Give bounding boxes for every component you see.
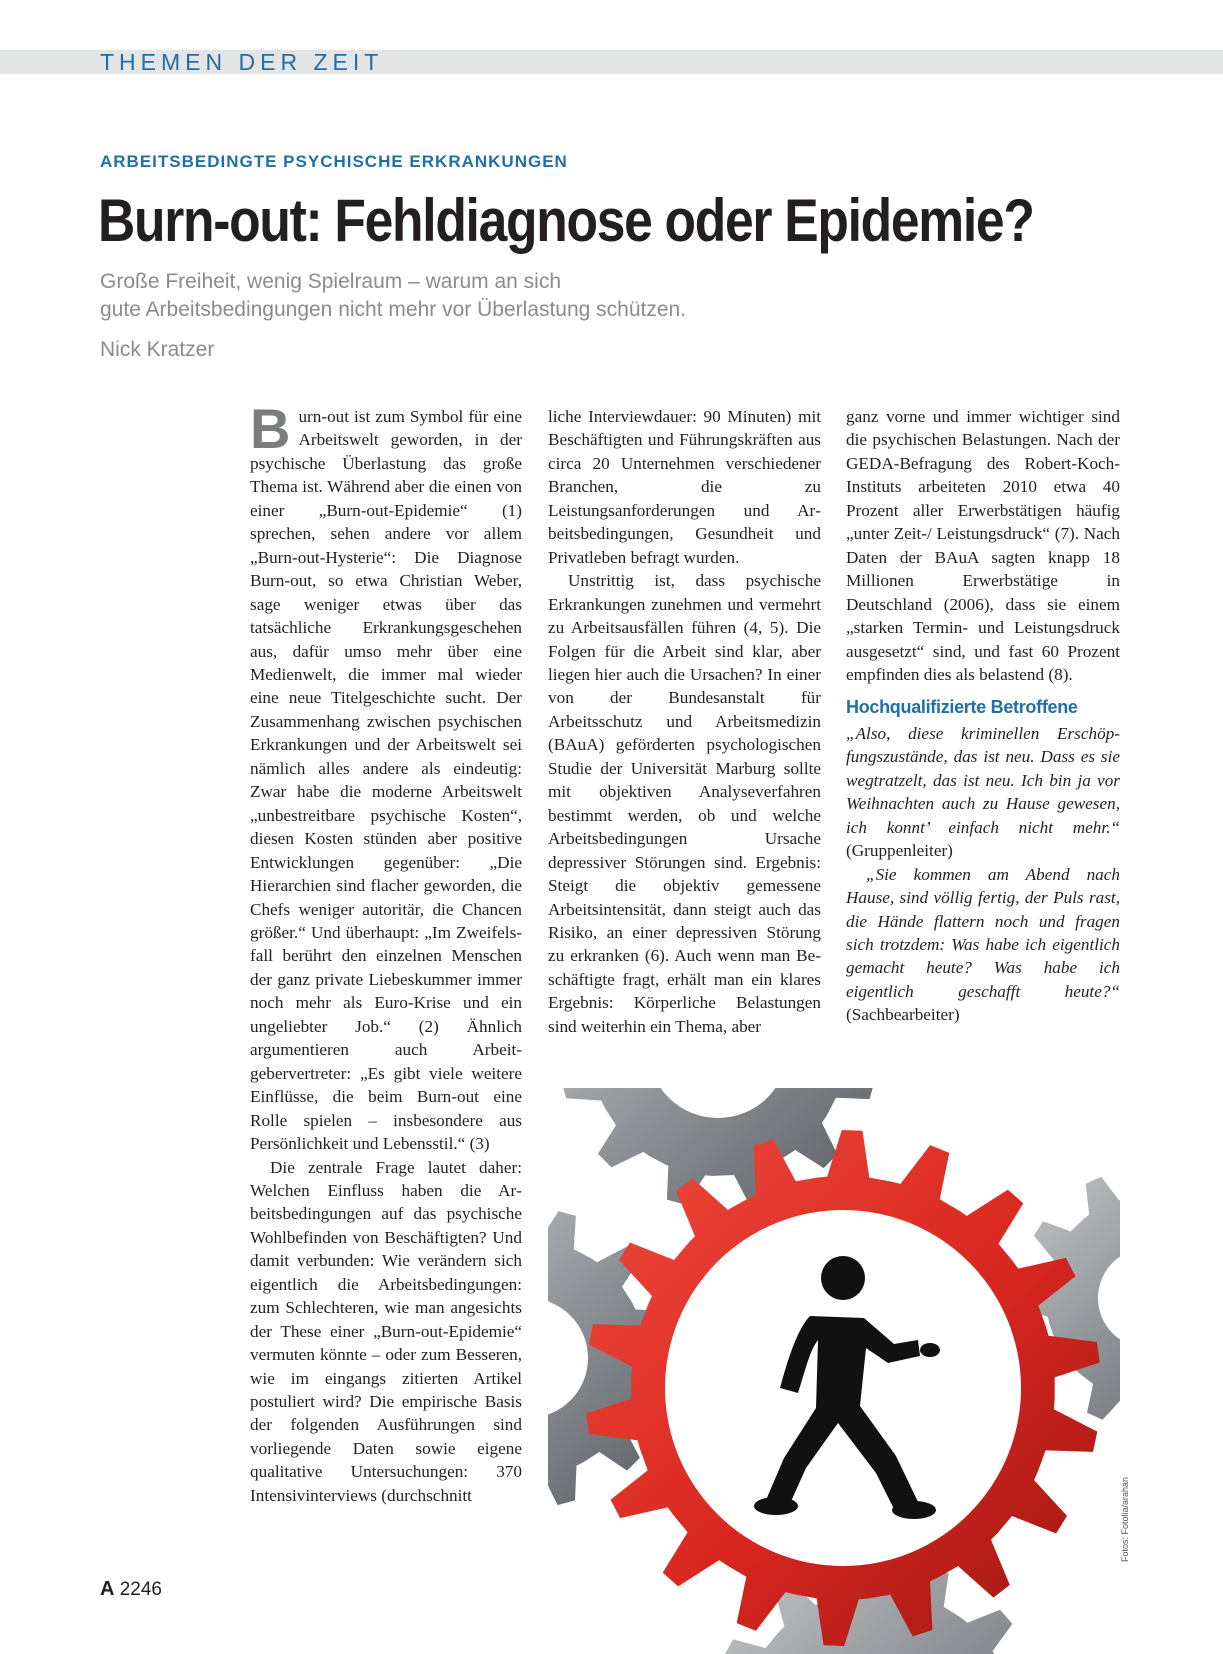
paragraph: Unstrittig ist, dass psychische Erkrankungen zunehmen und vermehrt zu Arbeitsausfällen führen (4, 5). Die Folgen für die Arbeit sind klar, aber liegen hier auch die Ursachen? In einer von der Bundesanstalt für Arbeitsschutz und Arbeitsmedizin (BAuA) geförderten psychologischen Studie der Universität Marburg sollte mit objektiven Analyseverfahren bestimmt werden, ob und welche Arbeitsbedingungen Ursache depressiver Störungen sind. Ergebnis: Steigt die objektiv gemessene Arbeitsintensität, dann steigt auch das Risiko, an einer depressiven Störung zu erkranken (6). Auch wenn man Beschäftigte fragt, erhält man ein klares Ergebnis: Körperliche Belastungen sind weiterhin ein Thema, aber: [548, 571, 821, 1036]
subtitle-line-1: Große Freiheit, wenig Spielraum – warum an sich: [100, 270, 562, 293]
paragraph: ganz vorne und immer wichtiger sind die psychischen Belastungen. Nach der GEDA-Befragung des Robert-Koch-Instituts arbeiteten 2010 etwa 40 Prozent aller Erwerbstätigen häufig „unter Zeit-/ Leistungsdruck“ (7). Nach Daten der BAuA sagten knapp 18 Millionen Erwerbstätige in Deutschland (2006), dass sie einem „starken Termin- und Leistungsdruck ausgesetzt“ sind, und fast 60 Prozent empfinden dies als belastend (8).: [846, 407, 1120, 684]
journal-prefix: A: [100, 1578, 115, 1600]
author-name: Nick Kratzer: [100, 338, 215, 361]
article-kicker: ARBEITSBEDINGTE PSYCHISCHE ERKRANKUNGEN: [100, 152, 568, 171]
quote-source: (Sachbearbeiter): [846, 1005, 960, 1025]
section-label: THEMEN DER ZEIT: [100, 49, 384, 75]
paragraph: [250, 397, 522, 1156]
drop-cap: B: [250, 397, 291, 460]
quote-text: „Also, diese kriminellen Erschöpfungszustände, das ist neu. Dass es sie wegtratzelt, das ist neu. Ich bin ja vor Weihnachten auch zu Hause gewesen, ich konnt’ einfach nicht mehr.“: [846, 723, 1120, 837]
quote-text: „Sie kommen am Abend nach Hause, sind völlig fertig, der Puls rast, die Hände flattern noch und fragen sich trotzdem: Was habe ich eigentlich gemacht heute? Was habe ich eigentlich geschafft heute?“: [846, 864, 1120, 1001]
paragraph: liche Interviewdauer: 90 Minuten) mit Beschäftigten und Führungskräften aus circa 20 Unternehmen verschiedener Branchen, die zu Leistungsanforderungen und Arbeitsbedingungen, Gesundheit und Privatleben befragt wurden.: [548, 407, 821, 567]
text-column-1: [250, 397, 522, 1507]
interview-quote: [846, 722, 1120, 863]
interview-quote: [846, 863, 1120, 1027]
photo-credit: Fotos: Fotolia/arahan: [1120, 1476, 1130, 1562]
paragraph: Die zentrale Frage lautet daher: Welchen Einfluss haben die Arbeitsbedingungen auf das psychische Wohlbefinden von Beschäftigten? Und damit verbunden: Wie verändern sich eigentlich die Arbeitsbedingungen: zum Schlechteren, wie man angesichts der These einer „Burn-out-Epidemie“ vermuten könnte – oder zum Besseren, wie im eingangs zitierten Artikel postuliert wird? Die empirische Basis der folgenden Ausführungen sind vorliegende Daten sowie eigene qualitative Untersuchungen: 370 Intensivinterviews (durchschnitt: [250, 1157, 522, 1505]
article-title: Burn-out: Fehldiagnose oder Epidemie?: [98, 187, 1034, 254]
article-subtitle: [100, 268, 820, 324]
gears-svg: [548, 1088, 1120, 1654]
subtitle-line-2: gute Arbeitsbedingungen nicht mehr vor Überlastung schützen.: [100, 298, 687, 321]
section-subheading: Hochqualifizierte Betroffene: [846, 697, 1078, 718]
page-footer: [100, 1578, 162, 1601]
page-number: 2246: [119, 1579, 163, 1600]
quote-source: (Gruppenleiter): [846, 841, 953, 861]
text-column-3: [846, 405, 1120, 1027]
gears-illustration: [548, 1088, 1120, 1654]
text-column-2: [548, 405, 821, 1038]
paragraph-text: urn-out ist zum Symbol für eine Arbeitswelt geworden, in der psychische Überlastung das große Thema ist. Während aber die einen von einer „Burn-out-Epidemie“ (1) sprechen, sehen andere vor allem „Burn-out-Hysterie“: Die Diagnose Burn-out, so etwa Christian Weber, sage weniger etwas über das tatsächliche Erkrankungsgeschehen aus, dafür umso mehr über eine Medienwelt, die immer mal wieder eine neue Titelgeschichte sucht. Der Zusammenhang zwischen psychischen Erkrankungen und der Arbeitswelt sei nämlich alles andere als eindeutig: Zwar habe die moderne Arbeitswelt „unbestreitbare psychische Kosten“, diesen Kosten stünden aber positive Entwicklungen gegenüber: „Die Hierarchien sind flacher geworden, die Chefs weniger autoritär, die Chancen größer.“ Und überhaupt: „Im Zweifelsfall berührt den einzelnen Menschen der ganz private Liebeskummer immer noch mehr als Euro-Krise und ein ungeliebter Job.“ (2) Ähnlich argumentieren auch Arbeitgebervertreter: „Es gibt viele weitere Einflüsse, die beim Burn-out eine Rolle spielen – insbesondere aus Persönlichkeit und Lebensstil.“ (3): [250, 407, 522, 1154]
